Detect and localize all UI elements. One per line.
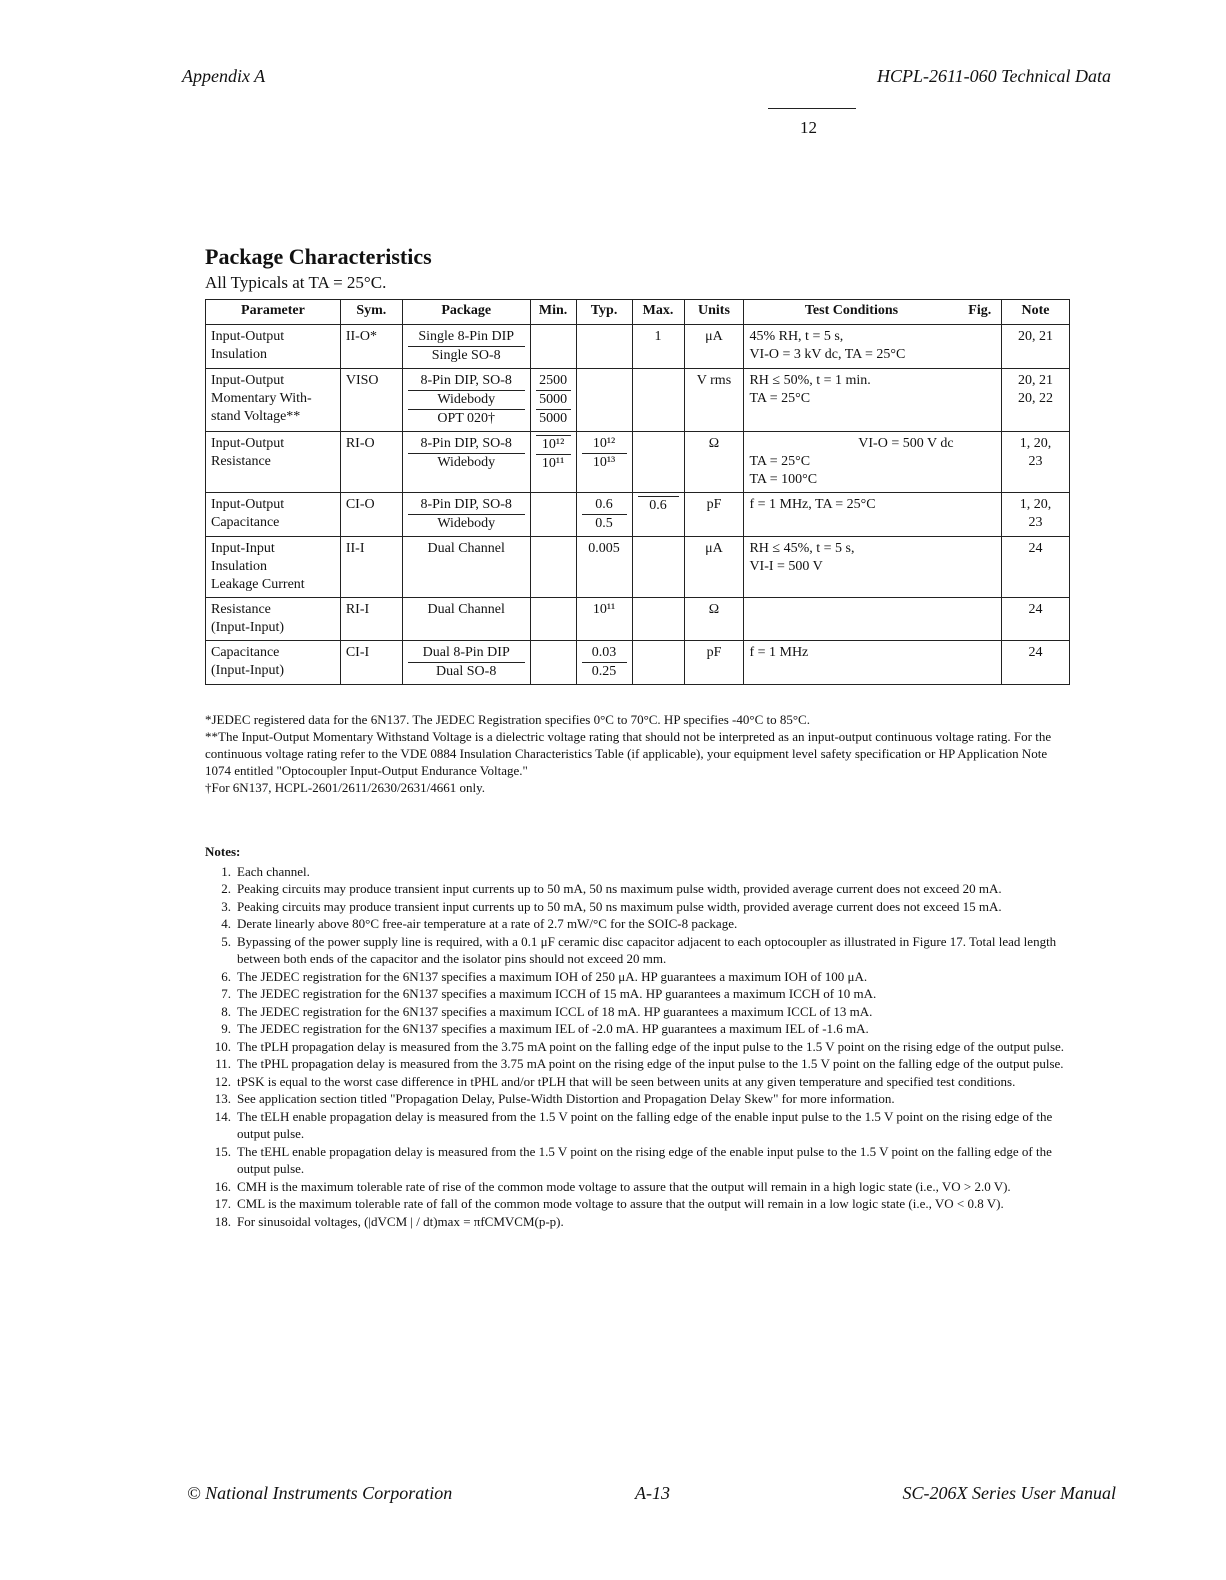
cell-line: 0.005 <box>588 541 620 556</box>
cell-line: VI-O = 500 V dc <box>858 436 954 451</box>
table-cell-min <box>530 641 576 685</box>
note-item <box>205 1073 1075 1091</box>
table-cell-max <box>632 493 684 537</box>
note-item <box>205 1108 1075 1143</box>
table-row <box>206 641 1070 685</box>
cell-text: Ω <box>708 436 720 451</box>
cell-line: Single 8-Pin DIP <box>408 328 525 347</box>
table-cell-note <box>1002 325 1070 369</box>
cell-text: RI-O <box>345 436 375 451</box>
note-item <box>205 1143 1075 1178</box>
cell-line: 8-Pin DIP, SO-8 <box>408 372 525 391</box>
column-header: Max. <box>632 300 684 325</box>
table-cell-typ <box>576 493 632 537</box>
cell-line: (Input-Input) <box>211 620 285 635</box>
table-cell-typ <box>576 369 632 432</box>
table-cell-parameter <box>206 493 341 537</box>
note-number: 18. <box>214 1213 231 1229</box>
note-item <box>205 968 1075 986</box>
table-cell-units <box>684 641 744 685</box>
note-text: See application section titled "Propagation Delay, Pulse-Width Distortion and Propagation Delay Skew" for more information. <box>237 1091 895 1106</box>
table-cell-max <box>632 641 684 685</box>
note-text: The tPHL propagation delay is measured from the 3.75 mA point on the rising edge of the input pulse to the 1.5 V point on the falling edge of the output pulse. <box>237 1056 1064 1071</box>
note-number: 13. <box>214 1091 231 1106</box>
table-cell-units <box>684 537 744 598</box>
table-cell-fig <box>959 641 1002 685</box>
cell-line: Dual Channel <box>427 602 505 617</box>
note-text: CML is the maximum tolerable rate of fall of the common mode voltage to assure that the output will remain in a low logic state (i.e., VO < 0.8 V). <box>237 1196 1004 1211</box>
column-header: Sym. <box>340 300 402 325</box>
cell-line: 0.03 <box>582 644 627 663</box>
note-text: The tELH enable propagation delay is measured from the 1.5 V point on the falling edge of the enable input pulse to the 1.5 V point on the rising edge of the output pulse. <box>237 1108 1053 1141</box>
cell-line: OPT 020† <box>437 411 496 426</box>
table-cell-typ <box>576 641 632 685</box>
table-cell-note <box>1002 641 1070 685</box>
notes-list <box>205 863 1075 1231</box>
note-item <box>205 1003 1075 1021</box>
table-cell-min <box>530 325 576 369</box>
cell-line: f = 1 MHz, TA = 25°C <box>749 497 876 512</box>
table-cell-max <box>632 537 684 598</box>
section-title: Package Characteristics <box>205 244 432 269</box>
cell-line: 20, 22 <box>1018 391 1053 406</box>
note-number: 4. <box>221 916 231 931</box>
note-number: 12. <box>214 1073 231 1089</box>
table-row <box>206 432 1070 493</box>
table-row <box>206 325 1070 369</box>
note-number: 9. <box>221 1021 231 1036</box>
note-item <box>205 915 1075 933</box>
cell-line: 24 <box>1028 541 1043 556</box>
table-cell-parameter <box>206 432 341 493</box>
cell-line: Dual Channel <box>427 541 505 556</box>
cell-line: 20, 21 <box>1018 373 1053 388</box>
section-subtitle: All Typicals at TA = 25°C. <box>205 273 387 292</box>
column-header: Typ. <box>576 300 632 325</box>
table-cell-fig <box>959 598 1002 641</box>
footer-left: © National Instruments Corporation <box>187 1483 453 1503</box>
note-item <box>205 863 1075 881</box>
cell-line: 0.6 <box>649 498 667 513</box>
table-cell-sym <box>340 325 402 369</box>
note-number: 17. <box>214 1196 231 1211</box>
note-number: 16. <box>214 1178 231 1194</box>
note-number: 14. <box>214 1108 231 1124</box>
table-cell-units <box>684 493 744 537</box>
table-cell-conditions <box>744 325 959 369</box>
footnote: *JEDEC registered data for the 6N137. The JEDEC Registration specifies 0°C to 70°C. HP specifies -40°C to 85°C. <box>205 712 810 727</box>
note-text: For sinusoidal voltages, (|dVCM | / dt)max = πfCMVCM(p-p). <box>237 1213 564 1229</box>
column-header: Parameter <box>206 300 341 325</box>
table-cell-parameter <box>206 369 341 432</box>
table-header-row <box>206 300 1070 325</box>
cell-line: Widebody <box>437 455 496 470</box>
cell-line: Capacitance <box>211 515 280 530</box>
table-cell-units <box>684 598 744 641</box>
footer-right: SC-206X Series User Manual <box>902 1483 1116 1503</box>
note-text: Peaking circuits may produce transient input currents up to 50 mA, 50 ns maximum pulse width, provided average current does not exceed 15 mA. <box>237 898 1002 914</box>
table-cell-sym <box>340 432 402 493</box>
table-cell-typ <box>576 325 632 369</box>
cell-line: f = 1 MHz <box>749 645 809 660</box>
cell-line: Input-Output <box>211 436 285 451</box>
cell-line: Widebody <box>408 391 525 410</box>
table-cell-parameter <box>206 537 341 598</box>
cell-line: 10¹² <box>582 435 627 454</box>
cell-text: II-O* <box>345 329 377 344</box>
column-header: Package <box>402 300 530 325</box>
page-number-rule <box>768 108 856 109</box>
package-characteristics-table <box>205 299 1070 685</box>
note-item <box>205 1055 1075 1073</box>
footnote: **The Input-Output Momentary Withstand Voltage is a dielectric voltage rating that should not be interpreted as an input-output continuous voltage rating. For the continuous voltage rating refer to the VDE 0884 Insulation Characteristics Table (if applicable), your equipment level safety specification or HP Application Note 1074 entitled "Optocoupler Input-Output Endurance Voltage." <box>205 729 1052 778</box>
note-text: The JEDEC registration for the 6N137 specifies a maximum IOH of 250 μA. HP guarantees a maximum IOH of 100 μA. <box>237 968 868 984</box>
table-cell-units <box>684 369 744 432</box>
note-text: The JEDEC registration for the 6N137 specifies a maximum ICCH of 15 mA. HP guarantees a maximum ICCH of 10 mA. <box>237 986 877 1001</box>
cell-line: 10¹¹ <box>592 602 616 617</box>
table-cell-typ <box>576 537 632 598</box>
note-number: 3. <box>221 898 231 914</box>
page-number: 12 <box>800 118 817 137</box>
note-text: The JEDEC registration for the 6N137 specifies a maximum ICCL of 18 mA. HP guarantees a maximum ICCL of 13 mA. <box>237 1003 873 1019</box>
cell-line: 1, 20, <box>1019 497 1052 512</box>
table-cell-sym <box>340 369 402 432</box>
column-header: Test Conditions <box>744 300 959 325</box>
note-item <box>205 933 1075 968</box>
table-cell-conditions <box>744 432 959 493</box>
note-number: 8. <box>221 1003 231 1019</box>
table-cell-max <box>632 598 684 641</box>
table-row <box>206 493 1070 537</box>
table-cell-parameter <box>206 325 341 369</box>
table-cell-package <box>402 325 530 369</box>
table-cell-sym <box>340 537 402 598</box>
cell-text: CI-O <box>345 497 375 512</box>
table-cell-min <box>530 432 576 493</box>
note-text: CMH is the maximum tolerable rate of rise of the common mode voltage to assure that the output will remain in a high logic state (i.e., VO > 2.0 V). <box>237 1178 1011 1194</box>
table-cell-fig <box>959 369 1002 432</box>
footer-center: A-13 <box>635 1483 670 1503</box>
cell-text: μA <box>705 541 723 556</box>
notes-title: Notes: <box>205 844 241 859</box>
note-number: 10. <box>214 1038 231 1054</box>
note-number: 5. <box>221 933 231 949</box>
table-cell-package <box>402 641 530 685</box>
footnotes <box>205 711 1075 796</box>
page-header-right: HCPL-2611-060 Technical Data <box>877 66 1111 86</box>
cell-line: 1 <box>654 329 662 344</box>
note-text: Bypassing of the power supply line is required, with a 0.1 μF ceramic disc capacitor adjacent to each optocoupler as illustrated in Figure 17. Total lead length between both ends of the capacitor and the isolator pins should not exceed 20 mm. <box>237 933 1057 966</box>
table-cell-min <box>530 537 576 598</box>
table-cell-note <box>1002 598 1070 641</box>
cell-line: Capacitance <box>211 645 280 660</box>
cell-line: Input-Output <box>211 329 285 344</box>
table-cell-fig <box>959 493 1002 537</box>
cell-line: 1, 20, <box>1019 436 1052 451</box>
table-cell-sym <box>340 598 402 641</box>
cell-line: Dual SO-8 <box>436 664 497 679</box>
table-cell-note <box>1002 537 1070 598</box>
cell-line: Momentary With- <box>211 391 312 406</box>
table-cell-units <box>684 432 744 493</box>
cell-line: 0.5 <box>595 516 613 531</box>
cell-line: 45% RH, t = 5 s, <box>749 329 844 344</box>
cell-line: VI-O = 3 kV dc, TA = 25°C <box>749 347 906 362</box>
table-cell-fig <box>959 537 1002 598</box>
table-cell-max <box>632 369 684 432</box>
cell-line: RH ≤ 50%, t = 1 min. <box>749 373 871 388</box>
cell-line: 10¹² <box>536 436 571 455</box>
cell-line: 8-Pin DIP, SO-8 <box>408 435 525 454</box>
cell-line: TA = 25°C <box>749 391 811 406</box>
cell-line: Insulation <box>211 559 267 574</box>
cell-line: RH ≤ 45%, t = 5 s, <box>749 541 855 556</box>
cell-text: II-I <box>345 541 365 556</box>
cell-text: pF <box>706 645 722 660</box>
table-row <box>206 537 1070 598</box>
note-item <box>205 880 1075 898</box>
cell-line: 24 <box>1028 645 1043 660</box>
table-cell-conditions <box>744 369 959 432</box>
cell-line: Resistance <box>211 602 271 617</box>
cell-line: TA = 25°C <box>749 454 811 469</box>
note-item <box>205 1020 1075 1038</box>
table-cell-parameter <box>206 641 341 685</box>
cell-text: V rms <box>696 373 732 388</box>
notes-section <box>205 843 1075 1230</box>
cell-line: Input-Output <box>211 497 285 512</box>
cell-line: Resistance <box>211 454 271 469</box>
cell-line: 5000 <box>536 391 571 410</box>
table-cell-package <box>402 598 530 641</box>
table-cell-conditions <box>744 641 959 685</box>
note-item <box>205 1195 1075 1213</box>
cell-line: 20, 21 <box>1018 329 1053 344</box>
table-cell-min <box>530 369 576 432</box>
cell-line: 23 <box>1028 515 1043 530</box>
note-item <box>205 1213 1075 1231</box>
note-item <box>205 1090 1075 1108</box>
cell-text: μA <box>705 329 723 344</box>
table-row <box>206 598 1070 641</box>
table-cell-note <box>1002 432 1070 493</box>
cell-line: 10¹³ <box>592 455 616 470</box>
cell-text: pF <box>706 497 722 512</box>
cell-line: stand Voltage** <box>211 409 301 424</box>
cell-line: Dual 8-Pin DIP <box>408 644 525 663</box>
table-cell-package <box>402 432 530 493</box>
note-number: 6. <box>221 968 231 984</box>
table-cell-conditions <box>744 493 959 537</box>
note-item <box>205 985 1075 1003</box>
table-cell-min <box>530 598 576 641</box>
table-cell-typ <box>576 432 632 493</box>
table-cell-conditions <box>744 537 959 598</box>
cell-text: CI-I <box>345 645 370 660</box>
cell-line: Widebody <box>437 516 496 531</box>
note-item <box>205 1038 1075 1056</box>
cell-text: RI-I <box>345 602 370 617</box>
note-number: 1. <box>221 863 231 879</box>
cell-line: Insulation <box>211 347 267 362</box>
table-cell-sym <box>340 641 402 685</box>
cell-line: (Input-Input) <box>211 663 285 678</box>
table-cell-fig <box>959 325 1002 369</box>
cell-line: 24 <box>1028 602 1043 617</box>
cell-line: 2500 <box>536 372 571 391</box>
cell-line: 8-Pin DIP, SO-8 <box>408 496 525 515</box>
note-text: The tEHL enable propagation delay is measured from the 1.5 V point on the rising edge of the enable input pulse to the 1.5 V point on the falling edge of the output pulse. <box>237 1143 1052 1176</box>
cell-line: 0.25 <box>591 664 617 679</box>
cell-line: 23 <box>1028 454 1043 469</box>
note-number: 11. <box>215 1056 231 1071</box>
cell-text: Ω <box>708 602 720 617</box>
page-header-left: Appendix A <box>182 66 266 86</box>
note-number: 15. <box>214 1143 231 1159</box>
cell-text: VISO <box>345 373 379 388</box>
table-row <box>206 369 1070 432</box>
table-cell-min <box>530 493 576 537</box>
column-header: Units <box>684 300 744 325</box>
table-cell-sym <box>340 493 402 537</box>
note-item <box>205 1178 1075 1196</box>
cell-line: Single SO-8 <box>431 348 501 363</box>
table-cell-conditions <box>744 598 959 641</box>
cell-line: Leakage Current <box>211 577 305 592</box>
note-item <box>205 898 1075 916</box>
cell-line: 5000 <box>539 411 568 426</box>
table-cell-fig <box>959 432 1002 493</box>
table-cell-package <box>402 537 530 598</box>
note-text: The JEDEC registration for the 6N137 specifies a maximum IEL of -2.0 mA. HP guarantees a maximum IEL of -1.6 mA. <box>237 1021 869 1036</box>
table-cell-typ <box>576 598 632 641</box>
table-cell-max <box>632 432 684 493</box>
column-header: Note <box>1002 300 1070 325</box>
column-header: Fig. <box>959 300 1002 325</box>
cell-line: Input-Input <box>211 541 275 556</box>
note-text: Derate linearly above 80°C free-air temperature at a rate of 2.7 mW/°C for the SOIC-8 package. <box>237 916 738 931</box>
cell-line: 0.6 <box>582 496 627 515</box>
table-cell-package <box>402 369 530 432</box>
table-cell-note <box>1002 369 1070 432</box>
note-text: Each channel. <box>237 863 310 879</box>
table-cell-note <box>1002 493 1070 537</box>
footnote: †For 6N137, HCPL-2601/2611/2630/2631/4661 only. <box>205 780 485 795</box>
table-cell-units <box>684 325 744 369</box>
column-header: Min. <box>530 300 576 325</box>
note-text: tPSK is equal to the worst case difference in tPHL and/or tPLH that will be seen between units at any given temperature and specified test conditions. <box>237 1073 1016 1089</box>
note-text: Peaking circuits may produce transient input currents up to 50 mA, 50 ns maximum pulse width, provided average current does not exceed 20 mA. <box>237 881 1002 896</box>
cell-line: VI-I = 500 V <box>749 559 823 574</box>
cell-line: TA = 100°C <box>749 472 818 487</box>
table-cell-package <box>402 493 530 537</box>
note-number: 2. <box>221 881 231 896</box>
table-cell-parameter <box>206 598 341 641</box>
note-number: 7. <box>221 986 231 1001</box>
cell-line: Input-Output <box>211 373 285 388</box>
table-cell-max <box>632 325 684 369</box>
note-text: The tPLH propagation delay is measured from the 3.75 mA point on the falling edge of the input pulse to the 1.5 V point on the rising edge of the output pulse. <box>237 1038 1065 1054</box>
cell-line: 10¹¹ <box>541 456 565 471</box>
